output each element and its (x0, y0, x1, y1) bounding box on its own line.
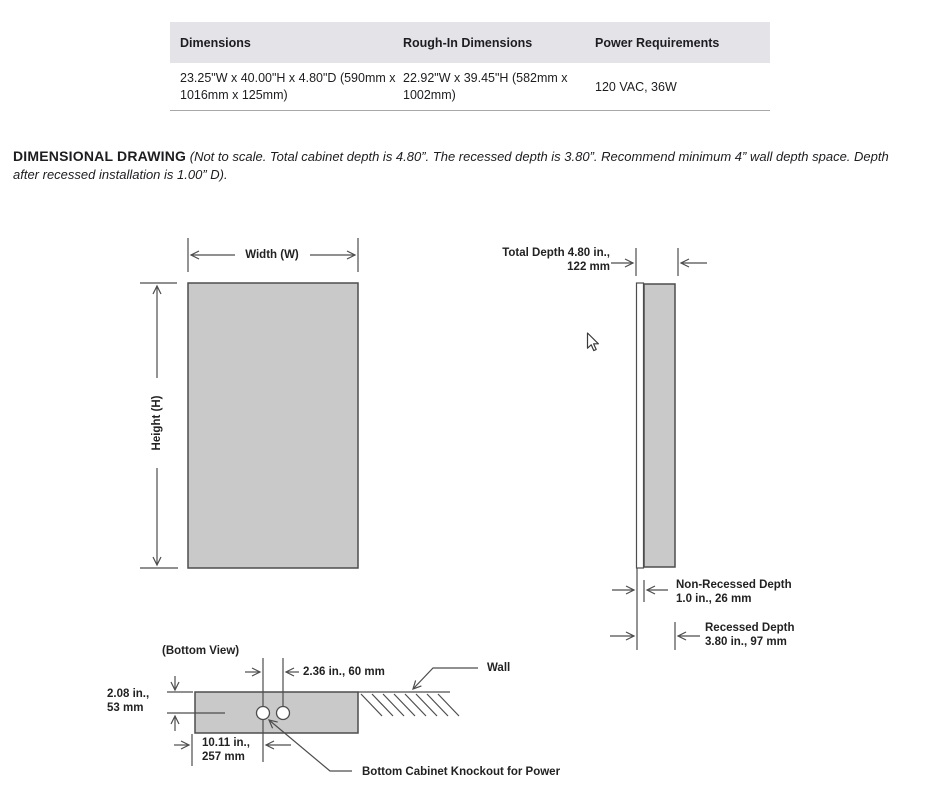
knockout-hole-left (257, 707, 270, 720)
front-offset-label (107, 687, 149, 715)
mouse-cursor (586, 332, 602, 354)
bottom-view-title: (Bottom View) (162, 645, 240, 657)
dimensions-mm: (590mm x 1016mm x 125mm) (180, 71, 396, 102)
knockout-hole-right (277, 707, 290, 720)
width-dimension-label: Width (W) (245, 249, 299, 261)
spec-header-dimensions: Dimensions (180, 35, 251, 50)
wall-label: Wall (487, 662, 511, 674)
total-depth-line2: 122 mm (567, 261, 610, 273)
rough-in-mm: (582mm x 1002mm) (403, 71, 568, 102)
knockout-label: Bottom Cabinet Knockout for Power (362, 766, 561, 778)
cabinet-body-panel (644, 284, 675, 567)
total-depth-line1: Total Depth 4.80 in., (502, 247, 610, 259)
section-note: (Not to scale. Total cabinet depth is 4.80”. The recessed depth is 3.80”. Recommend minimum 4” wall depth space. Depth after recessed installation is 1.00” D). (13, 149, 889, 182)
front-offset-line2: 53 mm (107, 702, 144, 714)
total-depth-label (470, 246, 610, 274)
wall-hatching (361, 694, 459, 716)
non-recessed-line2: 1.0 in., 26 mm (676, 593, 752, 605)
recessed-line1: Recessed Depth (705, 622, 795, 634)
side-offset-line2: 257 mm (202, 751, 245, 763)
cabinet-door-panel (637, 283, 644, 568)
side-offset-label (202, 736, 250, 764)
spec-cell-power: 120 VAC, 36W (595, 79, 677, 94)
front-view-linework (140, 238, 358, 568)
side-offset-line1: 10.11 in., (202, 737, 250, 749)
spec-header-rough-in: Rough-In Dimensions (403, 35, 533, 50)
non-recessed-line1: Non-Recessed Depth (676, 579, 792, 591)
dimensions-inches: 23.25"W x 40.00"H x 4.80"D (180, 71, 337, 85)
knockout-spacing-label: 2.36 in., 60 mm (303, 666, 385, 678)
wall-leader-line (413, 668, 478, 689)
rough-in-inches: 22.92"W x 39.45"H (403, 71, 509, 85)
cabinet-front-panel (188, 283, 358, 568)
front-offset-line1: 2.08 in., (107, 688, 150, 700)
recessed-line2: 3.80 in., 97 mm (705, 636, 787, 648)
spec-header-power: Power Requirements (595, 35, 720, 50)
height-dimension-label: Height (H) (151, 395, 163, 451)
recessed-depth-label (705, 621, 794, 649)
non-recessed-depth-label (676, 578, 792, 606)
section-title: DIMENSIONAL DRAWING (13, 148, 187, 164)
